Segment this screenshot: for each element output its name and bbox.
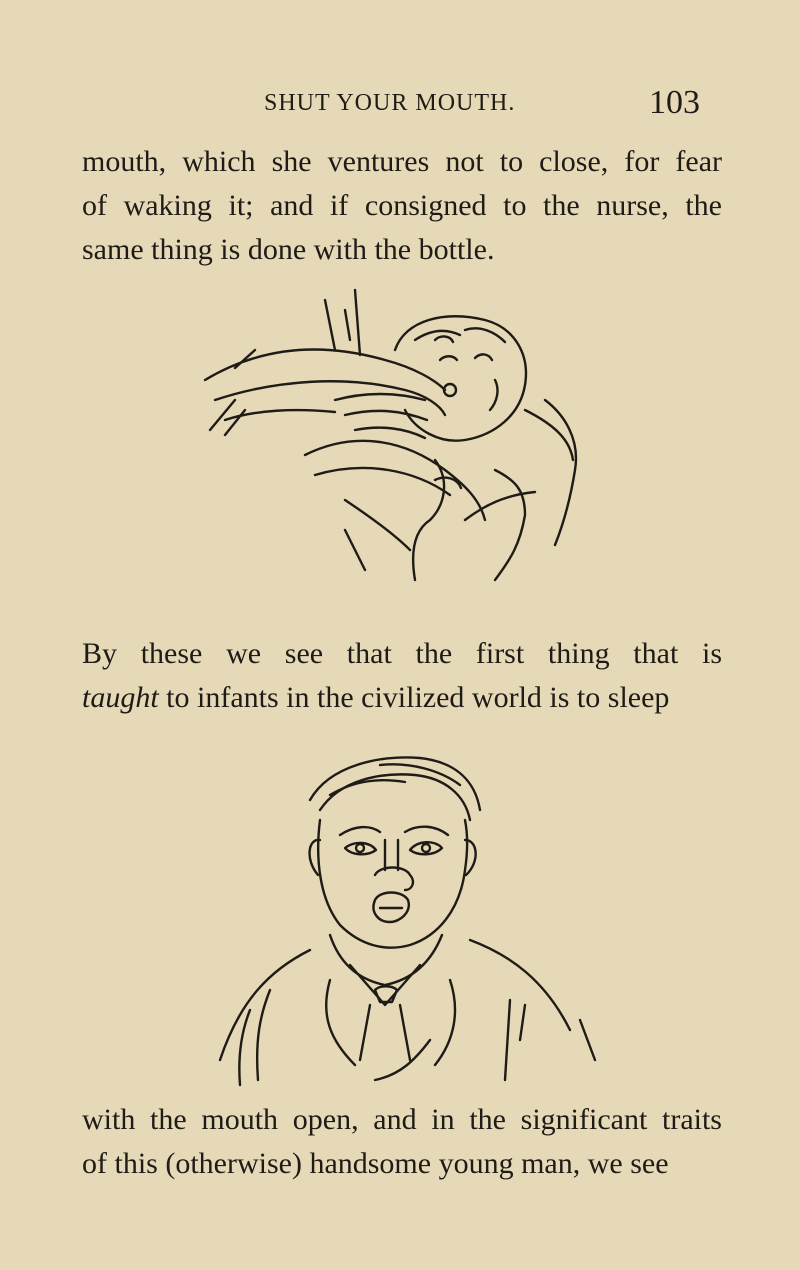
text-line: of waking it; and if consigned to the nurse, the — [82, 189, 722, 222]
paragraph-2 — [82, 632, 722, 720]
infant-nursing-illustration — [195, 280, 615, 600]
text-line: By these we see that the first thing that is — [82, 637, 722, 670]
page-header — [0, 84, 800, 124]
young-man-open-mouth-illustration — [180, 740, 620, 1090]
paragraph-3 — [82, 1098, 722, 1186]
text-line: same thing is done with the bottle. — [82, 233, 495, 266]
text-span: to infants in the civilized world is to sleep — [158, 681, 670, 714]
text-line: mouth, which she ventures not to close, for fear — [82, 145, 722, 178]
running-head: SHUT YOUR MOUTH. — [264, 90, 516, 116]
text-line: with the mouth open, and in the significant traits — [82, 1103, 722, 1136]
italic-word: taught — [82, 681, 159, 714]
text-line — [82, 676, 722, 720]
page-number: 103 — [649, 84, 700, 121]
paragraph-1 — [82, 140, 722, 272]
text-line: of this (otherwise) handsome young man, we see — [82, 1147, 669, 1180]
